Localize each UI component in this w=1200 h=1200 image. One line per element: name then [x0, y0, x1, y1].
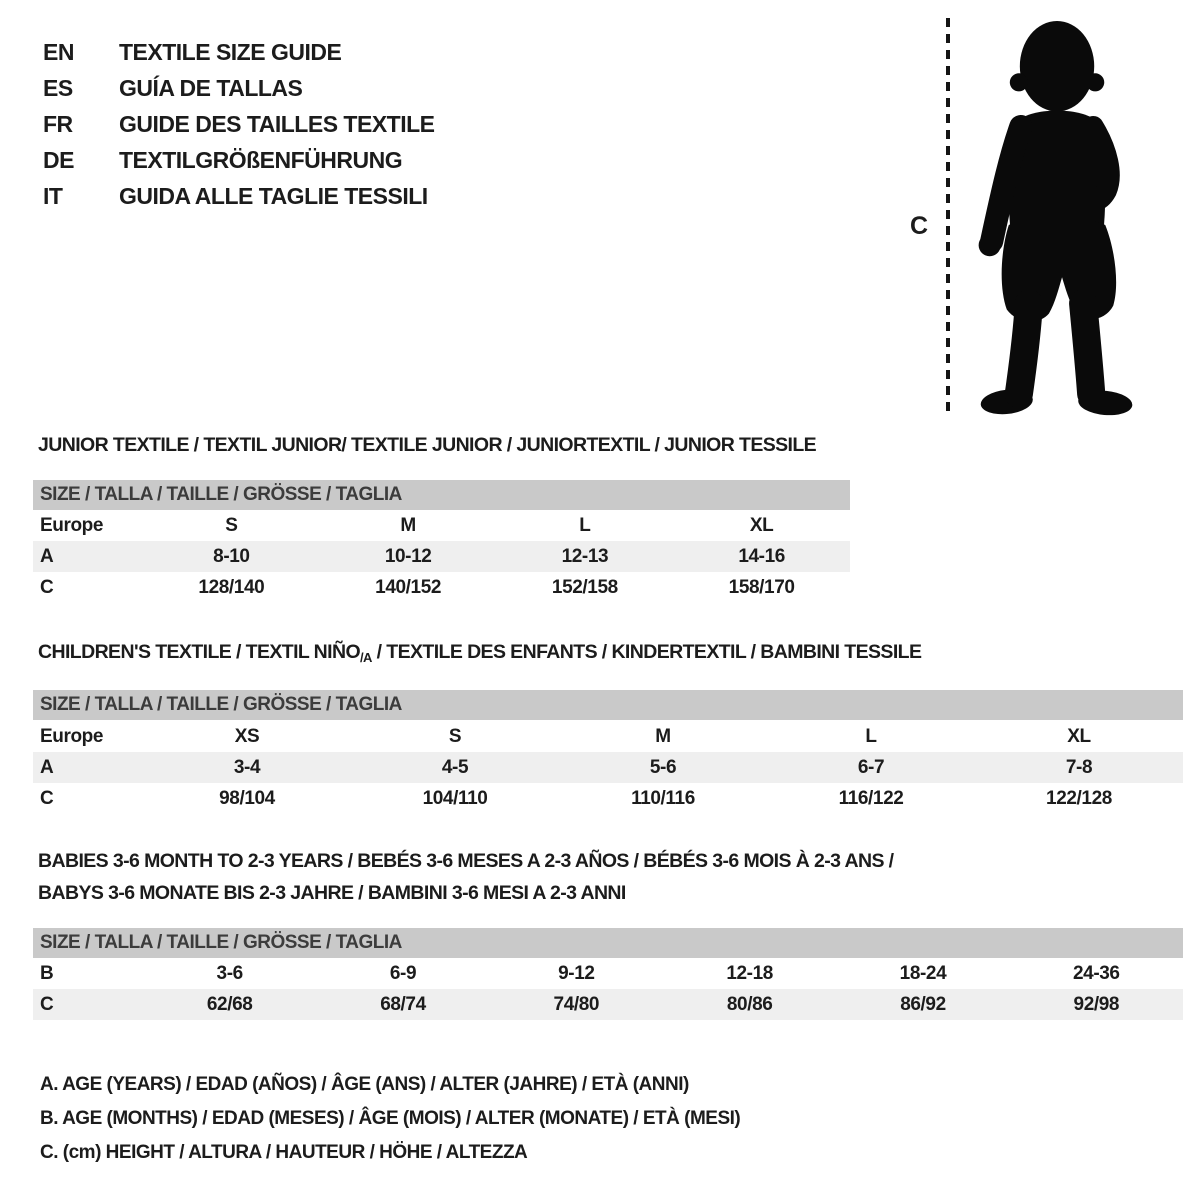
table-cell: 86/92 [900, 993, 946, 1015]
babies-section-heading-line1 [38, 850, 893, 873]
row-label: A [40, 545, 54, 567]
table-row [33, 541, 850, 572]
table-row [33, 721, 1183, 752]
legend-line-c: C. (cm) HEIGHT / ALTURA / HAUTEUR / HÖHE / ALTEZZA [40, 1142, 528, 1163]
babies-size-table [33, 958, 1183, 1020]
children-size-table [33, 721, 1183, 814]
lang-code: IT [43, 182, 63, 209]
table-row [33, 989, 1183, 1020]
table-cell: 128/140 [198, 576, 265, 598]
table-cell: 152/158 [551, 576, 618, 598]
table-cell: 6-9 [389, 962, 417, 984]
table-cell: 98/104 [219, 787, 275, 809]
babies-heading-line1-text: BABIES 3-6 MONTH TO 2-3 YEARS / BEBÉS 3-6 MESES A 2-3 AÑOS / BÉBÉS 3-6 MOIS À 2-3 ANS / [38, 850, 894, 872]
row-label: C [40, 576, 54, 598]
legend-line-a: A. AGE (YEARS) / EDAD (AÑOS) / ÂGE (ANS) / ALTER (JAHRE) / ETÀ (ANNI) [40, 1074, 689, 1095]
table-cell: 3-4 [233, 756, 261, 778]
lang-row-es [43, 70, 435, 106]
table-cell: 8-10 [213, 545, 250, 567]
junior-section-heading [38, 434, 816, 457]
table-cell: M [400, 514, 416, 536]
table-cell: 68/74 [380, 993, 426, 1015]
table-cell: 14-16 [738, 545, 785, 567]
lang-title: GUIDE DES TAILLES TEXTILE [119, 110, 435, 137]
measurement-legend [40, 1068, 740, 1170]
toddler-silhouette-icon [966, 14, 1138, 416]
junior-heading-text: JUNIOR TEXTILE / TEXTIL JUNIOR/ TEXTILE JUNIOR / JUNIORTEXTIL / JUNIOR TESSILE [38, 434, 817, 456]
table-cell: 104/110 [422, 787, 488, 809]
row-label: A [40, 756, 54, 778]
children-heading-pre: CHILDREN'S TEXTILE / TEXTIL NIÑO [38, 641, 361, 663]
table-cell: 12-18 [726, 962, 773, 984]
table-cell: 6-7 [857, 756, 885, 778]
children-size-header-bar: SIZE / TALLA / TAILLE / GRÖSSE / TAGLIA [33, 690, 1183, 720]
legend-line-b: B. AGE (MONTHS) / EDAD (MESES) / ÂGE (MOIS) / ALTER (MONATE) / ETÀ (MESI) [40, 1108, 741, 1129]
children-heading-post: / TEXTILE DES ENFANTS / KINDERTEXTIL / BAMBINI TESSILE [371, 641, 922, 663]
table-cell: 10-12 [384, 545, 432, 567]
table-cell: 5-6 [649, 756, 677, 778]
lang-code: DE [43, 146, 74, 173]
lang-title: TEXTILE SIZE GUIDE [119, 38, 342, 65]
height-measure-label: C [910, 212, 929, 240]
table-cell: 116/122 [838, 787, 904, 809]
lang-code: FR [43, 110, 73, 137]
row-label: C [40, 993, 54, 1015]
table-cell: S [225, 514, 238, 536]
lang-row-de [43, 142, 435, 178]
table-cell: 62/68 [206, 993, 253, 1015]
table-cell: 140/152 [375, 576, 442, 598]
babies-heading-line2-text: BABYS 3-6 MONATE BIS 2-3 JAHRE / BAMBINI 3-6 MESI A 2-3 ANNI [38, 882, 626, 904]
lang-title: GUÍA DE TALLAS [119, 74, 303, 101]
table-row [33, 783, 1183, 814]
table-cell: 3-6 [216, 962, 243, 984]
table-cell: 12-13 [561, 545, 609, 567]
table-cell: 74/80 [553, 993, 600, 1015]
table-row [33, 958, 1183, 989]
table-cell: 24-36 [1073, 962, 1120, 984]
children-section-heading [38, 641, 921, 665]
lang-row-it [43, 178, 435, 214]
table-cell: XL [1067, 725, 1091, 747]
row-label: C [40, 787, 54, 809]
table-row [33, 572, 850, 603]
lang-code: EN [43, 38, 74, 65]
babies-size-header-bar: SIZE / TALLA / TAILLE / GRÖSSE / TAGLIA [33, 928, 1183, 958]
row-label: Europe [40, 514, 104, 536]
junior-size-header-bar: SIZE / TALLA / TAILLE / GRÖSSE / TAGLIA [33, 480, 850, 510]
table-cell: 9-12 [558, 962, 595, 984]
table-cell: 18-24 [899, 962, 947, 984]
table-cell: 158/170 [728, 576, 795, 598]
row-label: Europe [40, 725, 104, 747]
table-cell: 122/128 [1046, 787, 1112, 809]
height-measure-dashed-line [946, 18, 950, 416]
children-heading-subscript: /A [360, 650, 372, 665]
table-cell: 7-8 [1065, 756, 1093, 778]
table-row [33, 752, 1183, 783]
junior-size-table [33, 510, 850, 603]
table-cell: XL [749, 514, 774, 536]
table-row [33, 510, 850, 541]
row-label: B [40, 962, 54, 984]
language-title-block [43, 34, 435, 214]
table-cell: L [865, 725, 877, 747]
table-cell: L [579, 514, 591, 536]
table-cell: 4-5 [441, 756, 469, 778]
table-cell: S [448, 725, 462, 747]
table-cell: 92/98 [1073, 993, 1120, 1015]
lang-title: GUIDA ALLE TAGLIE TESSILI [119, 182, 428, 209]
table-cell: M [655, 725, 671, 747]
table-cell: XS [234, 725, 260, 747]
lang-code: ES [43, 74, 73, 101]
table-cell: 110/116 [631, 787, 695, 809]
lang-title: TEXTILGRÖßENFÜHRUNG [119, 146, 403, 173]
table-cell: 80/86 [726, 993, 773, 1015]
lang-row-fr [43, 106, 435, 142]
lang-row-en [43, 34, 435, 70]
babies-section-heading-line2 [38, 882, 626, 905]
